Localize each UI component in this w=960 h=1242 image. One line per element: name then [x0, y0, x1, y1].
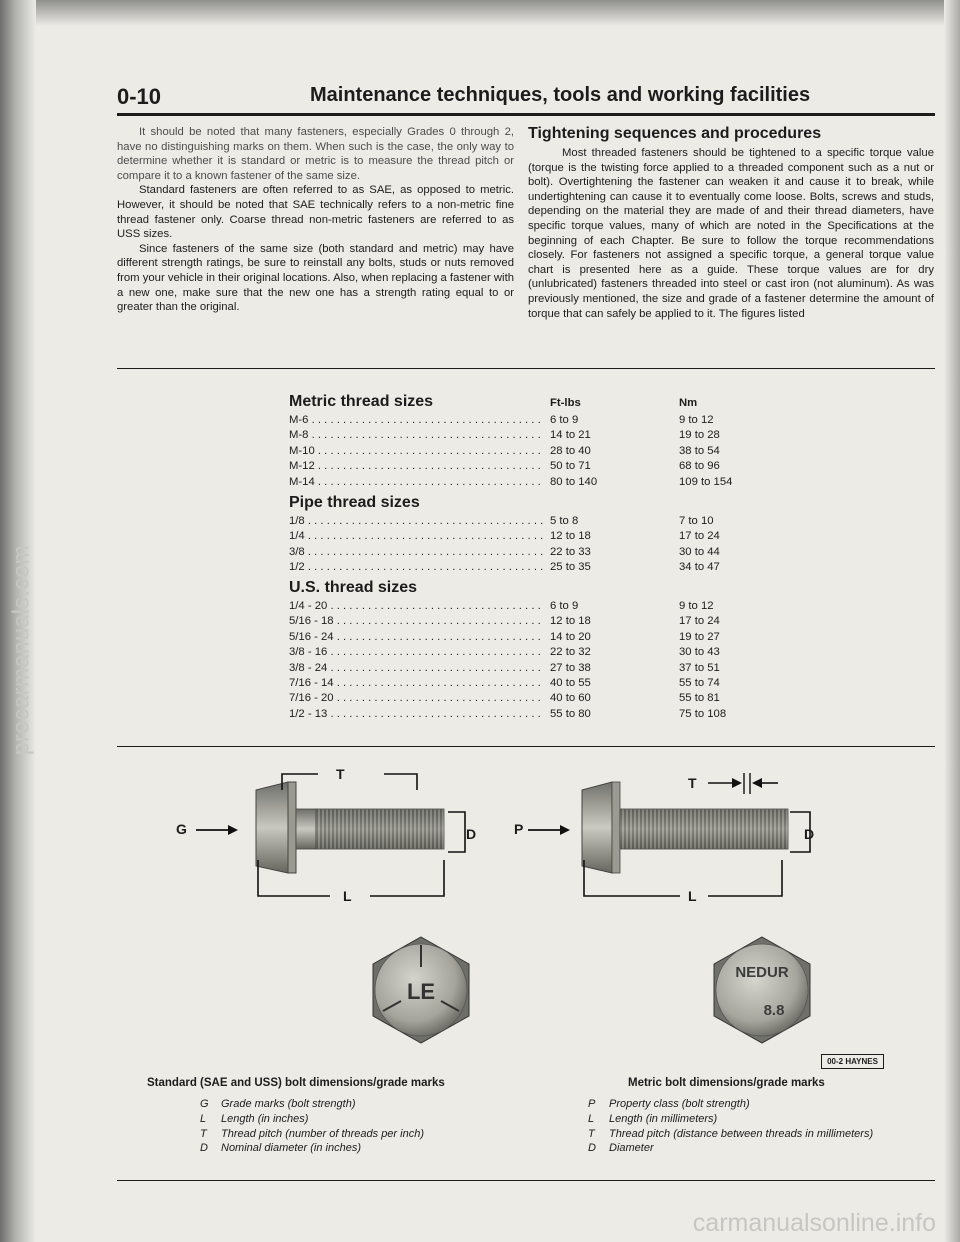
legend-key: D [588, 1142, 596, 1155]
thread-size: M-10 . . . [289, 445, 544, 457]
metric-bolt-side-drawing [512, 760, 832, 920]
metric-section [289, 393, 769, 491]
legend-key: L [200, 1112, 207, 1125]
legend-item [200, 1097, 500, 1112]
thread-size: M-14 . . . [289, 476, 544, 488]
column-header-nm: Nm [679, 397, 698, 409]
table-row [289, 546, 769, 561]
torque-nm: 17 to 24 [679, 530, 720, 543]
legend-item [588, 1127, 928, 1142]
label-l: L [688, 888, 697, 904]
legend-text: Length (in millimeters) [609, 1112, 718, 1125]
label-p: P [514, 821, 524, 837]
legend-text: Length (in inches) [221, 1112, 309, 1125]
legend-item [200, 1141, 500, 1156]
thread-size: 1/4 . . . [289, 530, 544, 542]
footer-rule [117, 1180, 935, 1181]
legend-key: G [200, 1098, 209, 1110]
legend-text: Thread pitch (distance between threads in millimeters) [609, 1127, 874, 1140]
head-mark-top-text: NEDUR [735, 964, 789, 981]
table-row [289, 561, 769, 576]
torque-ftlbs: 27 to 38 [550, 661, 591, 674]
table-row [289, 677, 769, 692]
thread-size: M-6 . . . [289, 414, 544, 426]
torque-nm: 30 to 43 [679, 646, 720, 659]
table-row [289, 646, 769, 661]
left-paragraph-1: It should be noted that many fasteners, especially Grades 0 through 2, have no distinguishing marks on them. When such is the case, the only way to determine whether it is standard or metric is to measure the thread pitch or compare it to a known fastener of the same size. [117, 126, 514, 182]
label-g: G [176, 821, 187, 837]
torque-ftlbs: 22 to 33 [550, 545, 591, 558]
torque-nm: 55 to 81 [679, 692, 720, 705]
metric-bolt-head-drawing [706, 935, 818, 1045]
torque-ftlbs: 40 to 55 [550, 676, 591, 689]
us-section [289, 579, 769, 723]
left-paragraph-3: Since fasteners of the same size (both standard and metric) may have different strength ratings, be sure to reinstall any bolts, studs or nuts removed from your vehicle in their original locations. Also, when replacing a fastener with a new one, make sure that the new one has a strength rating equal to or greater than the original. [117, 242, 514, 314]
legend-text: Diameter [609, 1142, 654, 1155]
thread-size: 1/2 . . . [289, 561, 544, 573]
torque-ftlbs: 12 to 18 [550, 530, 591, 543]
section-heading: Tightening sequences and procedures [528, 125, 822, 142]
metric-rows [289, 414, 769, 491]
torque-ftlbs: 22 to 32 [550, 646, 591, 659]
thread-size: M-12 . . . [289, 460, 544, 472]
divider-rule [117, 746, 935, 747]
legend-item [200, 1127, 500, 1142]
thread-size: 3/8 - 24 . . . [289, 662, 544, 674]
table-row [289, 445, 769, 460]
right-column [528, 125, 934, 321]
torque-nm: 38 to 54 [679, 444, 720, 457]
torque-ftlbs: 40 to 60 [550, 692, 591, 705]
left-column [117, 125, 514, 315]
thread-size: 3/8 - 16 . . . [289, 646, 544, 658]
thread-size: 7/16 - 14 . . . [289, 677, 544, 689]
table-row [289, 662, 769, 677]
torque-ftlbs: 6 to 9 [550, 414, 579, 426]
torque-ftlbs: 6 to 9 [550, 600, 579, 612]
thread-size: 1/8 . . . [289, 515, 544, 527]
left-paragraph-2: Standard fasteners are often referred to as SAE, as opposed to metric. However, it should be noted that SAE technically refers to a non-metric fine thread fastener only. Coarse thread non-metric fasteners are referred to as USS sizes. [117, 184, 514, 241]
torque-nm: 37 to 51 [679, 661, 720, 674]
standard-bolt-side-drawing [160, 760, 480, 920]
watermark-bottom: carmanualsonline.info [692, 1209, 936, 1237]
legend-item [200, 1112, 500, 1127]
legend-item [588, 1141, 928, 1156]
standard-diagram-caption: Standard (SAE and USS) bolt dimensions/grade marks [147, 1077, 445, 1089]
page-top-shadow [0, 0, 960, 26]
torque-nm: 75 to 108 [679, 707, 727, 720]
table-row [289, 476, 769, 491]
torque-nm: 7 to 10 [679, 515, 714, 527]
table-row [289, 600, 769, 615]
table-row [289, 708, 769, 723]
torque-nm: 109 to 154 [679, 475, 733, 488]
torque-ftlbs: 5 to 8 [550, 515, 579, 527]
thread-size: 7/16 - 20 . . . [289, 692, 544, 704]
page-number: 0-10 [117, 84, 162, 109]
torque-ftlbs: 12 to 18 [550, 615, 591, 628]
column-header-ftlbs: Ft-lbs [550, 397, 581, 409]
thread-size: 1/4 - 20 . . . [289, 600, 544, 612]
legend-key: L [588, 1112, 595, 1125]
torque-nm: 17 to 24 [679, 615, 720, 628]
torque-ftlbs: 14 to 21 [550, 429, 591, 442]
pipe-section [289, 494, 769, 577]
thread-size: 5/16 - 24 . . . [289, 631, 544, 643]
torque-ftlbs: 14 to 20 [550, 630, 591, 643]
divider-rule [117, 368, 935, 369]
torque-ftlbs: 25 to 35 [550, 561, 591, 574]
legend-key: T [200, 1127, 207, 1140]
thread-size: M-8 . . . [289, 429, 544, 441]
torque-nm: 55 to 74 [679, 676, 720, 689]
right-paragraph: Most threaded fasteners should be tightened to a specific torque value (torque is the twisting force applied to a threaded component such as a nut or bolt). Overtightening the fastener can weaken it and cause it to break, while undertightening can cause it to eventually come loose. Bolts, screws and studs, depending on the material they are made of and their thread diameters, have specific torque values, many of which are noted in the Specifications at the beginning of each Chapter. Be sure to follow the torque recommendations closely. For fasteners not assigned a specific torque, a general torque value chart is presented here as a guide. These torque values are for dry (unlubricated) fasteners threaded into steel or cast iron (not aluminum). As was previously mentioned, the size and grade of a fastener determine the amount of torque that can safely be applied to it. The figures listed [528, 147, 934, 320]
legend-text: Nominal diameter (in inches) [221, 1142, 361, 1155]
us-rows [289, 600, 769, 723]
legend-key: P [588, 1098, 596, 1110]
table-row [289, 460, 769, 475]
legend-item [588, 1112, 928, 1127]
legend-text: Thread pitch (number of threads per inch) [221, 1127, 424, 1140]
torque-nm: 68 to 96 [679, 460, 720, 473]
section-title: Metric thread sizes [289, 393, 434, 410]
standard-legend [200, 1097, 500, 1156]
thread-size: 1/2 - 13 . . . [289, 708, 544, 720]
table-row [289, 414, 769, 429]
standard-bolt-head-drawing [365, 935, 477, 1045]
metric-legend [588, 1097, 928, 1156]
label-d: D [466, 826, 477, 842]
torque-ftlbs: 80 to 140 [550, 475, 598, 488]
torque-nm: 9 to 12 [679, 600, 714, 612]
torque-ftlbs: 28 to 40 [550, 444, 591, 457]
page-header [117, 84, 934, 114]
section-title: U.S. thread sizes [289, 579, 418, 596]
torque-ftlbs: 55 to 80 [550, 707, 591, 720]
table-row [289, 515, 769, 530]
section-title: Pipe thread sizes [289, 494, 420, 511]
torque-nm: 30 to 44 [679, 545, 720, 558]
metric-diagram-caption: Metric bolt dimensions/grade marks [628, 1077, 825, 1089]
table-row [289, 615, 769, 630]
table-row [289, 530, 769, 545]
legend-text: Grade marks (bolt strength) [221, 1098, 356, 1110]
label-t: T [688, 775, 697, 791]
legend-key: T [588, 1127, 595, 1140]
label-l: L [343, 888, 352, 904]
torque-ftlbs: 50 to 71 [550, 460, 591, 473]
head-mark-class-text: 8.8 [763, 1002, 785, 1019]
table-row [289, 429, 769, 444]
page-title: Maintenance techniques, tools and working facilities [310, 84, 811, 106]
head-mark-text: LE [406, 979, 436, 1004]
torque-nm: 9 to 12 [679, 414, 714, 426]
pipe-rows [289, 515, 769, 577]
label-t: T [336, 766, 345, 782]
table-row [289, 631, 769, 646]
torque-nm: 34 to 47 [679, 561, 720, 574]
legend-item [588, 1097, 928, 1112]
thread-size: 3/8 . . . [289, 546, 544, 558]
thread-size: 5/16 - 18 . . . [289, 615, 544, 627]
legend-text: Property class (bolt strength) [609, 1098, 750, 1110]
page-right-shadow [944, 0, 960, 1242]
header-rule [117, 113, 935, 116]
figure-id-box: 00-2 HAYNES [821, 1054, 884, 1069]
torque-nm: 19 to 27 [679, 630, 720, 643]
torque-nm: 19 to 28 [679, 429, 720, 442]
label-d: D [804, 826, 815, 842]
legend-key: D [200, 1142, 208, 1155]
watermark-left-text: procarmanuals.com [7, 544, 34, 756]
watermark-left [6, 520, 36, 780]
table-row [289, 692, 769, 707]
